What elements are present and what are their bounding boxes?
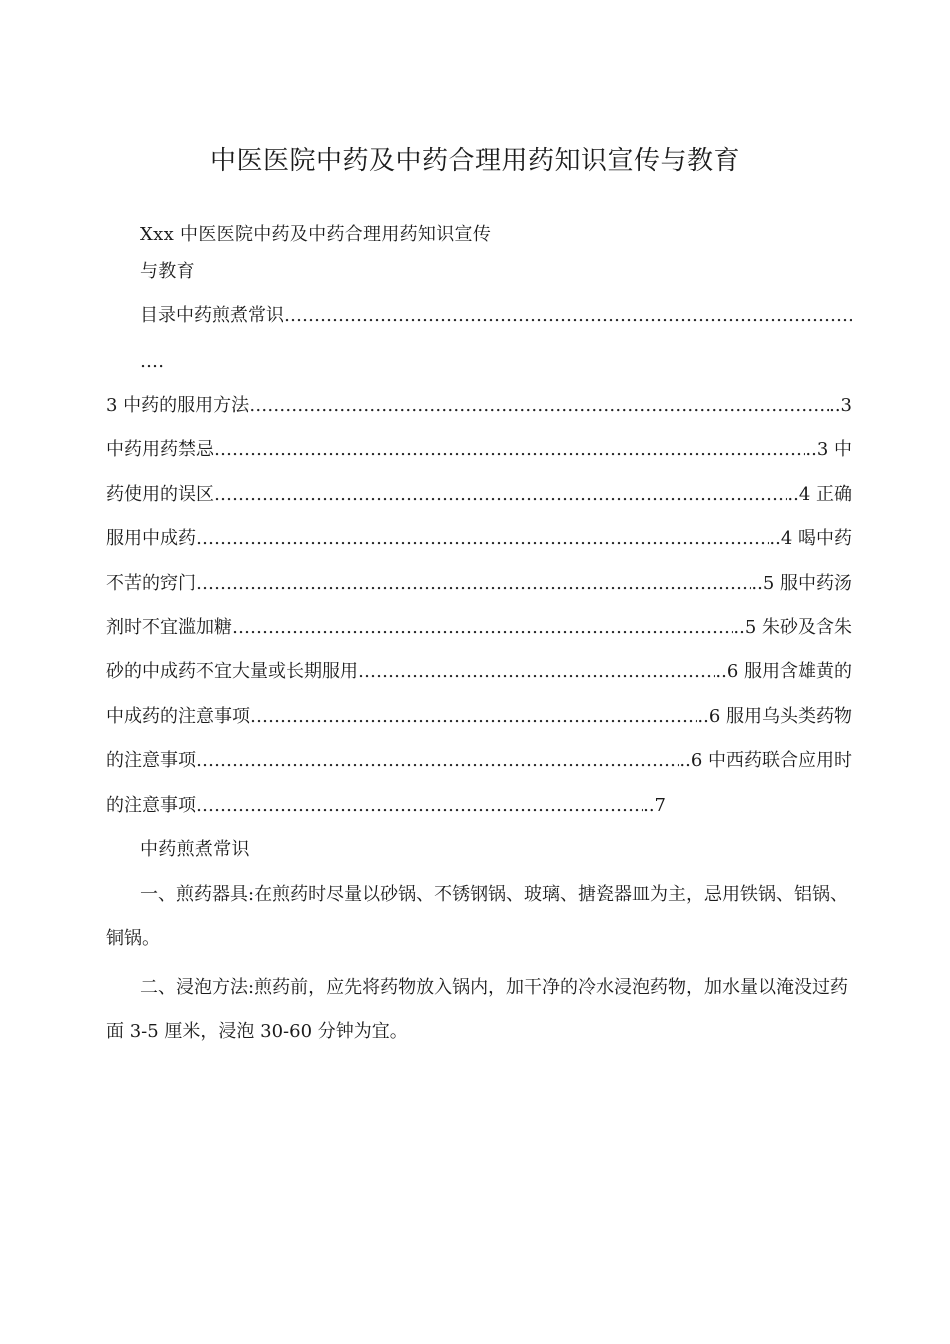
toc-entry-label: 砂的中成药不宜大量或长期服用 — [106, 661, 358, 682]
paragraph-cookware: 一、煎药器具:在煎药时尽量以砂锅、不锈钢锅、玻璃、搪瓷器皿为主，忌用铁锅、铝锅、铜锅。 — [106, 884, 849, 949]
toc-leader-dots — [196, 570, 751, 598]
toc-entry-page: ..4 正确 — [787, 484, 852, 505]
toc-entry-label: 剂时不宜滥加糖 — [106, 617, 232, 638]
document-title: 中医医院中药及中药合理用药知识宣传与教育 — [209, 146, 740, 176]
section-heading: 中药煎煮常识 — [140, 839, 250, 860]
toc-entry-label: 的注意事项 — [106, 750, 196, 771]
toc-leader-dots — [196, 792, 643, 820]
toc-leader-dots — [196, 747, 679, 775]
toc-entry-page: ..3 — [829, 395, 852, 416]
toc-leader-dots — [284, 302, 852, 330]
toc-entry — [106, 481, 852, 509]
toc-entry — [106, 436, 852, 464]
toc-entry-label: 药使用的误区 — [106, 484, 214, 505]
toc-entry-page: ..6 中西药联合应用时 — [679, 750, 852, 771]
toc-entry — [106, 392, 852, 420]
toc-entry-page: ..3 中 — [805, 439, 852, 460]
toc-entry-label: 服用中成药 — [106, 528, 196, 549]
toc-entry-page: ..6 服用乌头类药物 — [697, 706, 852, 727]
toc-leader-dots — [214, 436, 805, 464]
toc-entry — [106, 658, 852, 686]
toc-entry-label: 不苦的窍门 — [106, 573, 196, 594]
toc-entry-page: ..6 服用含雄黄的 — [715, 661, 852, 682]
toc-leader-dots — [232, 614, 733, 642]
toc-leader-dots — [249, 392, 829, 420]
toc-entry — [106, 525, 852, 553]
toc-entry — [106, 703, 852, 731]
toc-leader-dots — [358, 658, 715, 686]
toc-entry-label: 中成药的注意事项 — [106, 706, 250, 727]
toc-entry — [106, 747, 852, 775]
subtitle-line-2: 与教育 — [140, 261, 195, 282]
toc-entry-label: 的注意事项 — [106, 795, 196, 816]
toc-leader-dots — [214, 481, 787, 509]
toc-entry — [106, 792, 666, 820]
toc-entry-first — [140, 302, 852, 330]
toc-entry-label: 目录中药煎煮常识 — [140, 305, 284, 326]
toc-entry — [106, 570, 852, 598]
toc-entry-page: ..4 喝中药 — [769, 528, 852, 549]
toc-entry-page: ..5 服中药汤 — [751, 573, 852, 594]
toc-entry — [106, 614, 852, 642]
toc-entry-label: 中药用药禁忌 — [106, 439, 214, 460]
toc-leader-dots — [196, 525, 769, 553]
paragraph-soaking: 二、浸泡方法:煎药前，应先将药物放入锅内，加干净的冷水浸泡药物，加水量以淹没过药面 3-5 厘米，浸泡 30-60 分钟为宜。 — [106, 977, 849, 1042]
toc-entry-label: 3 中药的服用方法 — [106, 395, 250, 416]
toc-leader-dots — [250, 703, 697, 731]
toc-entry-page: ..7 — [643, 795, 666, 816]
subtitle-line-1: Xxx 中医医院中药及中药合理用药知识宣传 — [140, 224, 492, 245]
toc-entry-continuation: …. — [140, 351, 165, 372]
toc-entry-page: ..5 朱砂及含朱 — [733, 617, 852, 638]
